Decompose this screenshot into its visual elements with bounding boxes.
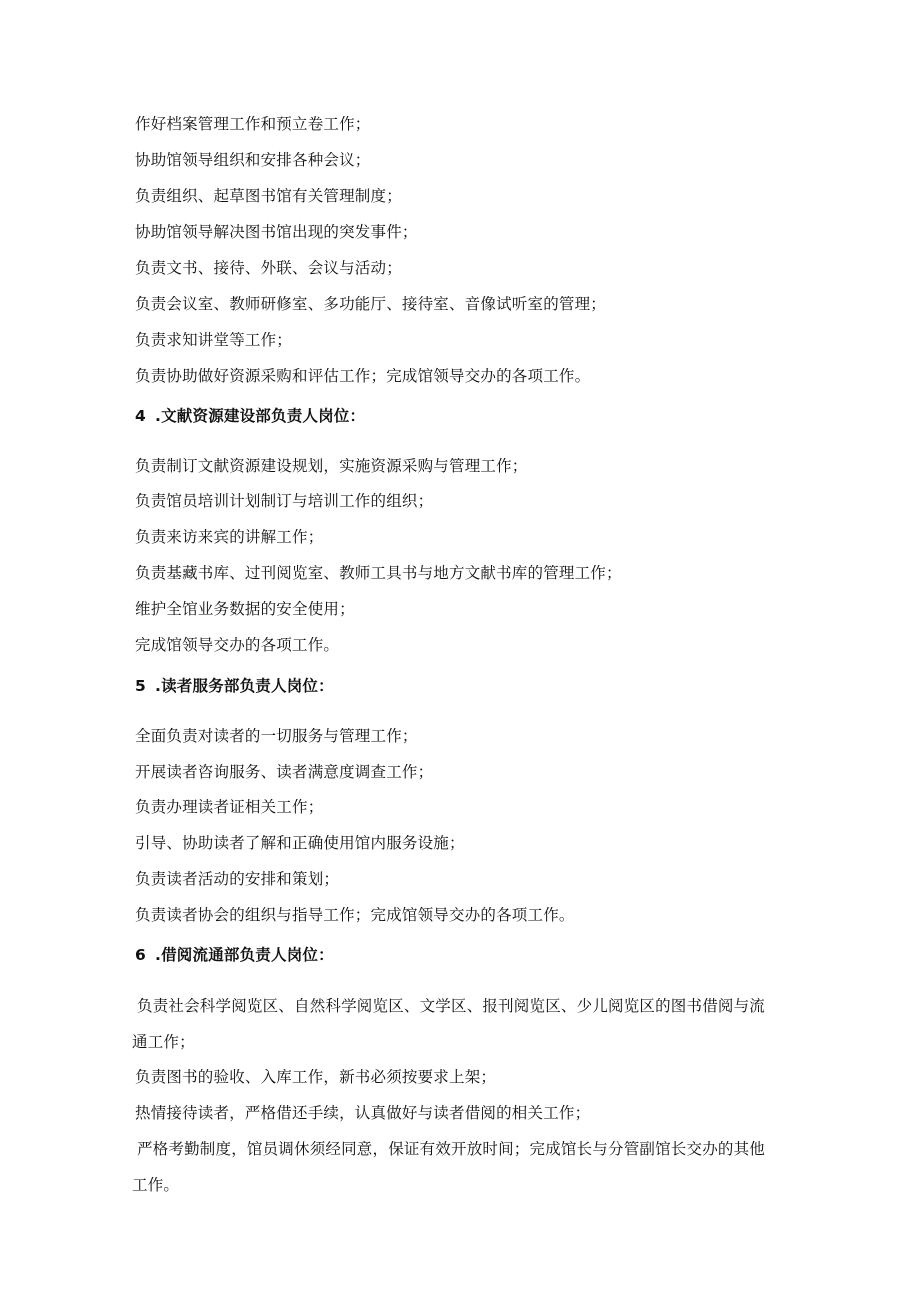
- list-item: 负责馆员培训计划制订与培训工作的组织；: [135, 492, 434, 510]
- list-item: 负责会议室、教师研修室、多功能厅、接待室、音像试听室的管理；: [135, 295, 607, 313]
- list-item: 协助馆领导组织和安排各种会议；: [135, 151, 371, 169]
- list-item: 热情接待读者，严格借还手续，认真做好与读者借阅的相关工作；: [135, 1104, 591, 1122]
- section-title: .读者服务部负责人岗位：: [155, 677, 334, 695]
- section-title: .文献资源建设部负责人岗位：: [155, 407, 366, 425]
- list-item: 作好档案管理工作和预立卷工作；: [135, 115, 371, 133]
- list-item: 开展读者咨询服务、读者满意度调查工作；: [135, 763, 434, 781]
- section-number: 5: [135, 677, 146, 695]
- list-item: 全面负责对读者的一切服务与管理工作；: [135, 727, 418, 745]
- list-item: 负责制订文献资源建设规划，实施资源采购与管理工作；: [135, 457, 528, 475]
- section-heading-6: [135, 944, 334, 966]
- list-item: 负责读者协会的组织与指导工作；完成馆领导交办的各项工作。: [135, 906, 575, 924]
- list-item-line: 通工作；: [132, 1033, 195, 1051]
- list-item: 协助馆领导解决图书馆出现的突发事件；: [135, 223, 418, 241]
- list-item: 负责求知讲堂等工作；: [135, 331, 293, 349]
- list-item: 维护全馆业务数据的安全使用；: [135, 600, 355, 618]
- list-item-line: 严格考勤制度，馆员调休须经同意，保证有效开放时间；完成馆长与分管副馆长交办的其他: [137, 1140, 766, 1158]
- list-item-line: 负责社会科学阅览区、自然科学阅览区、文学区、报刊阅览区、少儿阅览区的图书借阅与流: [137, 997, 766, 1015]
- list-item: [132, 1131, 825, 1203]
- list-item: 引导、协助读者了解和正确使用馆内服务设施；: [135, 834, 465, 852]
- list-item: 负责办理读者证相关工作；: [135, 798, 324, 816]
- section-title: .借阅流通部负责人岗位：: [155, 946, 334, 964]
- section-number: 4: [135, 407, 146, 425]
- list-item: 负责基藏书库、过刊阅览室、教师工具书与地方文献书库的管理工作；: [135, 564, 622, 582]
- list-item: 负责文书、接待、外联、会议与活动；: [135, 259, 402, 277]
- list-item: 负责读者活动的安排和策划；: [135, 870, 340, 888]
- section-number: 6: [135, 946, 146, 964]
- section-heading-4: [135, 405, 365, 427]
- list-item: 完成馆领导交办的各项工作。: [135, 636, 340, 654]
- list-item: 负责图书的验收、入库工作，新书必须按要求上架；: [135, 1068, 497, 1086]
- section-heading-5: [135, 675, 334, 697]
- list-item-line: 工作。: [132, 1176, 180, 1194]
- list-item: [132, 988, 825, 1060]
- list-item: 负责协助做好资源采购和评估工作；完成馆领导交办的各项工作。: [135, 367, 591, 385]
- list-item: 负责来访来宾的讲解工作；: [135, 528, 324, 546]
- list-item: 负责组织、起草图书馆有关管理制度；: [135, 187, 402, 205]
